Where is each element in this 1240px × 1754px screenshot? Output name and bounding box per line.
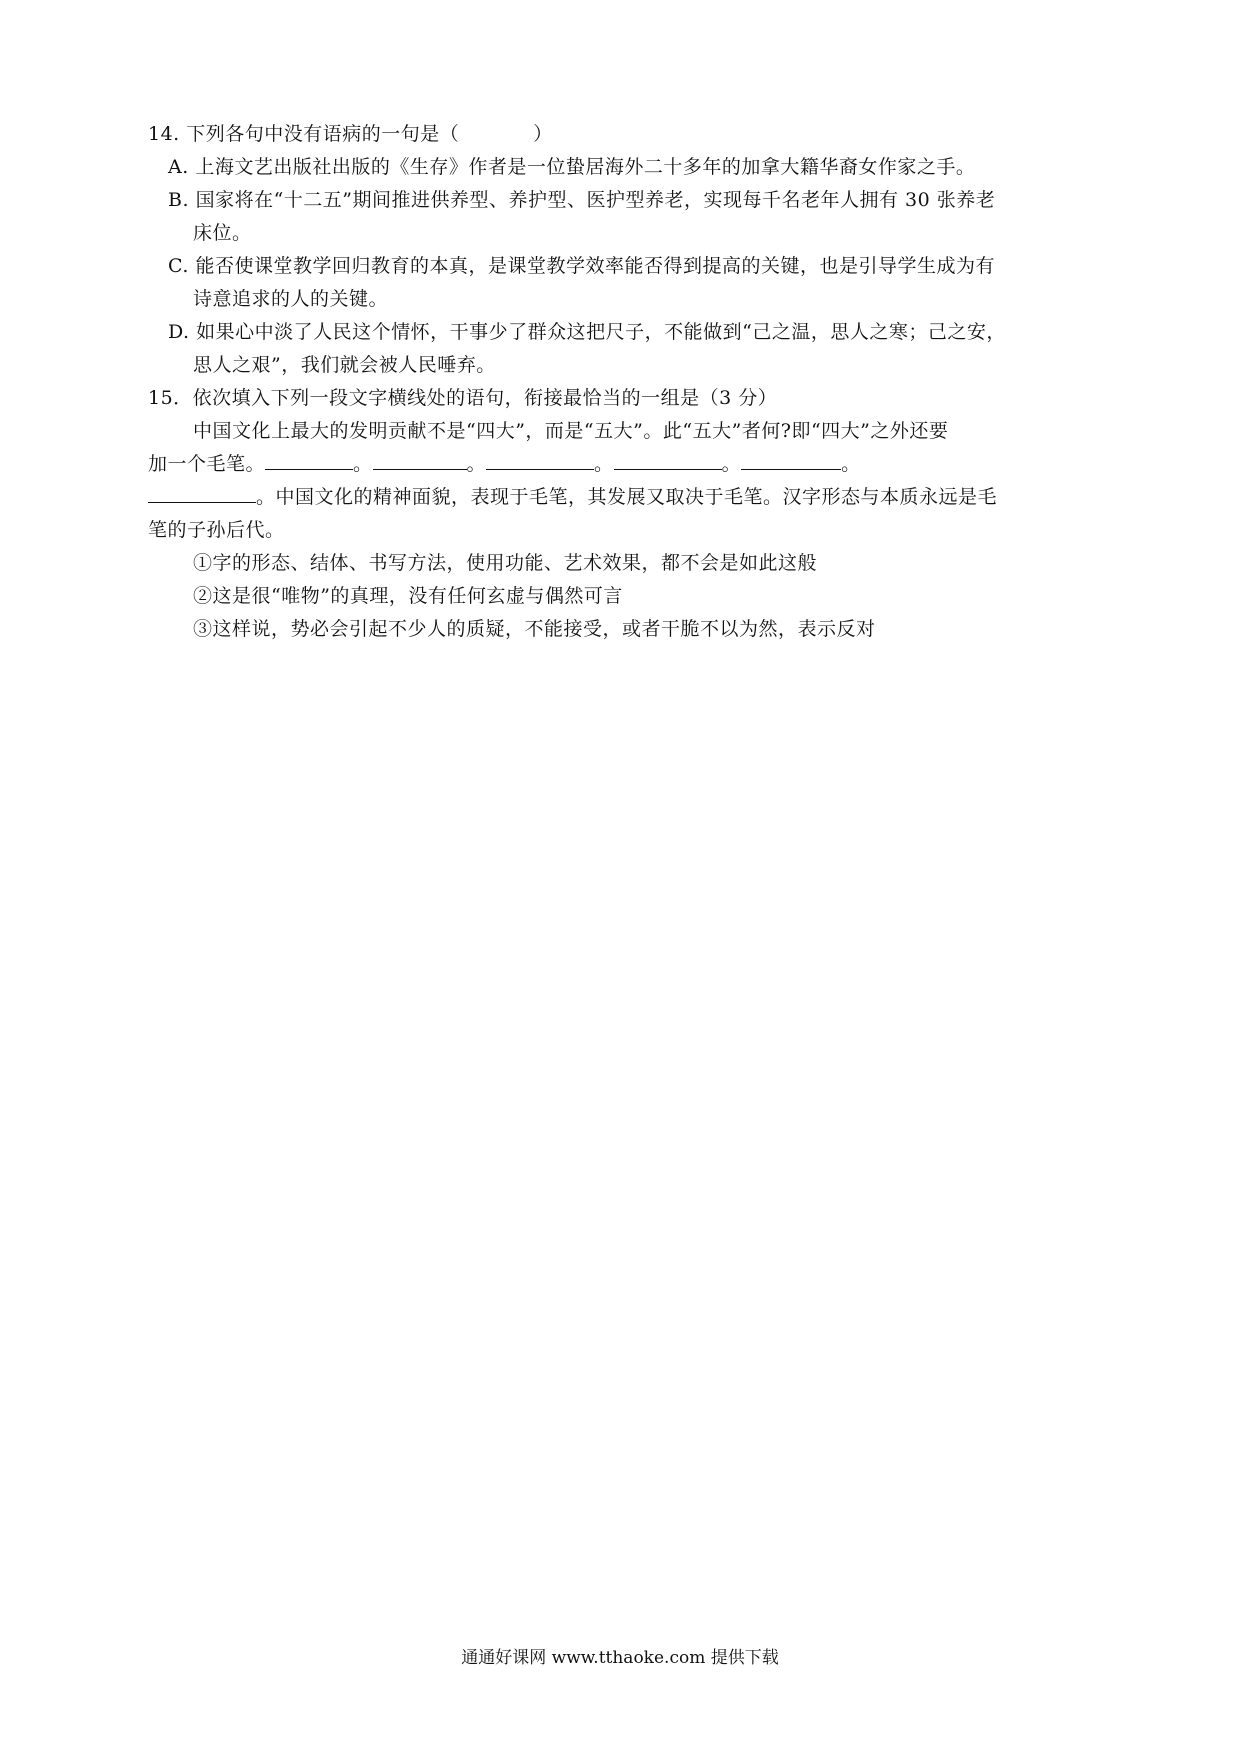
q14-option-c [168, 253, 995, 279]
option-text: 国家将在“十二五”期间推进供养型、养护型、医护型养老，实现每千名老年人拥有 30 张养老 [195, 189, 996, 211]
option-text: 如果心中淡了人民这个情怀，干事少了群众这把尺子，不能做到“己之温，思人之寒；己之安， [196, 321, 1006, 343]
blank-sep: 。 [841, 453, 861, 475]
passage-text: 加一个毛笔。 [148, 453, 266, 475]
q15-passage-line-3 [148, 484, 997, 510]
passage-text: 。中国文化的精神面貌，表现于毛笔，其发展又取决于毛笔。汉字形态与本质永远是毛 [256, 486, 998, 508]
blank-sep: 。 [466, 453, 487, 475]
q14-option-d-cont: 思人之艰”，我们就会被人民唾弃。 [193, 354, 496, 376]
q14-stem-text: 14. 下列各句中没有语病的一句是（ [148, 123, 460, 145]
q14-stem-paren: ） [533, 123, 553, 145]
q15-item-3: ③这样说，势必会引起不少人的质疑，不能接受，或者干脆不以为然，表示反对 [193, 618, 876, 640]
q14-option-d [168, 319, 1006, 345]
blank-sep: 。 [353, 453, 373, 475]
fill-blank-3[interactable] [486, 451, 594, 470]
fill-blank-1[interactable] [265, 451, 353, 470]
q14-option-a [168, 154, 975, 180]
q14-option-b-cont: 床位。 [193, 222, 252, 244]
q15-item-2: ②这是很“唯物”的真理，没有任何玄虚与偶然可言 [193, 585, 623, 607]
option-label: B. [168, 189, 190, 211]
option-text: 上海文艺出版社出版的《生存》作者是一位蛰居海外二十多年的加拿大籍华裔女作家之手。 [195, 156, 976, 178]
option-label: D. [168, 321, 190, 343]
page-footer: 通通好课网 www.tthaoke.com 提供下载 [461, 1648, 779, 1668]
q14-option-b [168, 187, 995, 213]
q14-stem [148, 121, 553, 147]
blank-sep: 。 [721, 453, 742, 475]
option-label: A. [168, 156, 189, 178]
q15-stem: 15．依次填入下列一段文字横线处的语句，衔接最恰当的一组是（3 分） [148, 387, 778, 409]
q15-passage-line-2 [148, 451, 861, 477]
fill-blank-6[interactable] [148, 484, 256, 503]
fill-blank-4[interactable] [614, 451, 722, 470]
q15-item-1: ①字的形态、结体、书写方法，使用功能、艺术效果，都不会是如此这般 [193, 552, 818, 574]
blank-sep: 。 [594, 453, 614, 475]
q14-option-c-cont: 诗意追求的人的关键。 [193, 288, 389, 310]
fill-blank-2[interactable] [373, 451, 467, 470]
q15-passage-line-1: 中国文化上最大的发明贡献不是“四大”，而是“五大”。此“五大”者何?即“四大”之外还要 [193, 420, 949, 442]
option-label: C. [168, 255, 189, 277]
fill-blank-5[interactable] [741, 451, 841, 470]
option-text: 能否使课堂教学回归教育的本真，是课堂教学效率能否得到提高的关键，也是引导学生成为有 [195, 255, 995, 277]
q15-passage-line-4: 笔的子孙后代。 [148, 519, 285, 541]
